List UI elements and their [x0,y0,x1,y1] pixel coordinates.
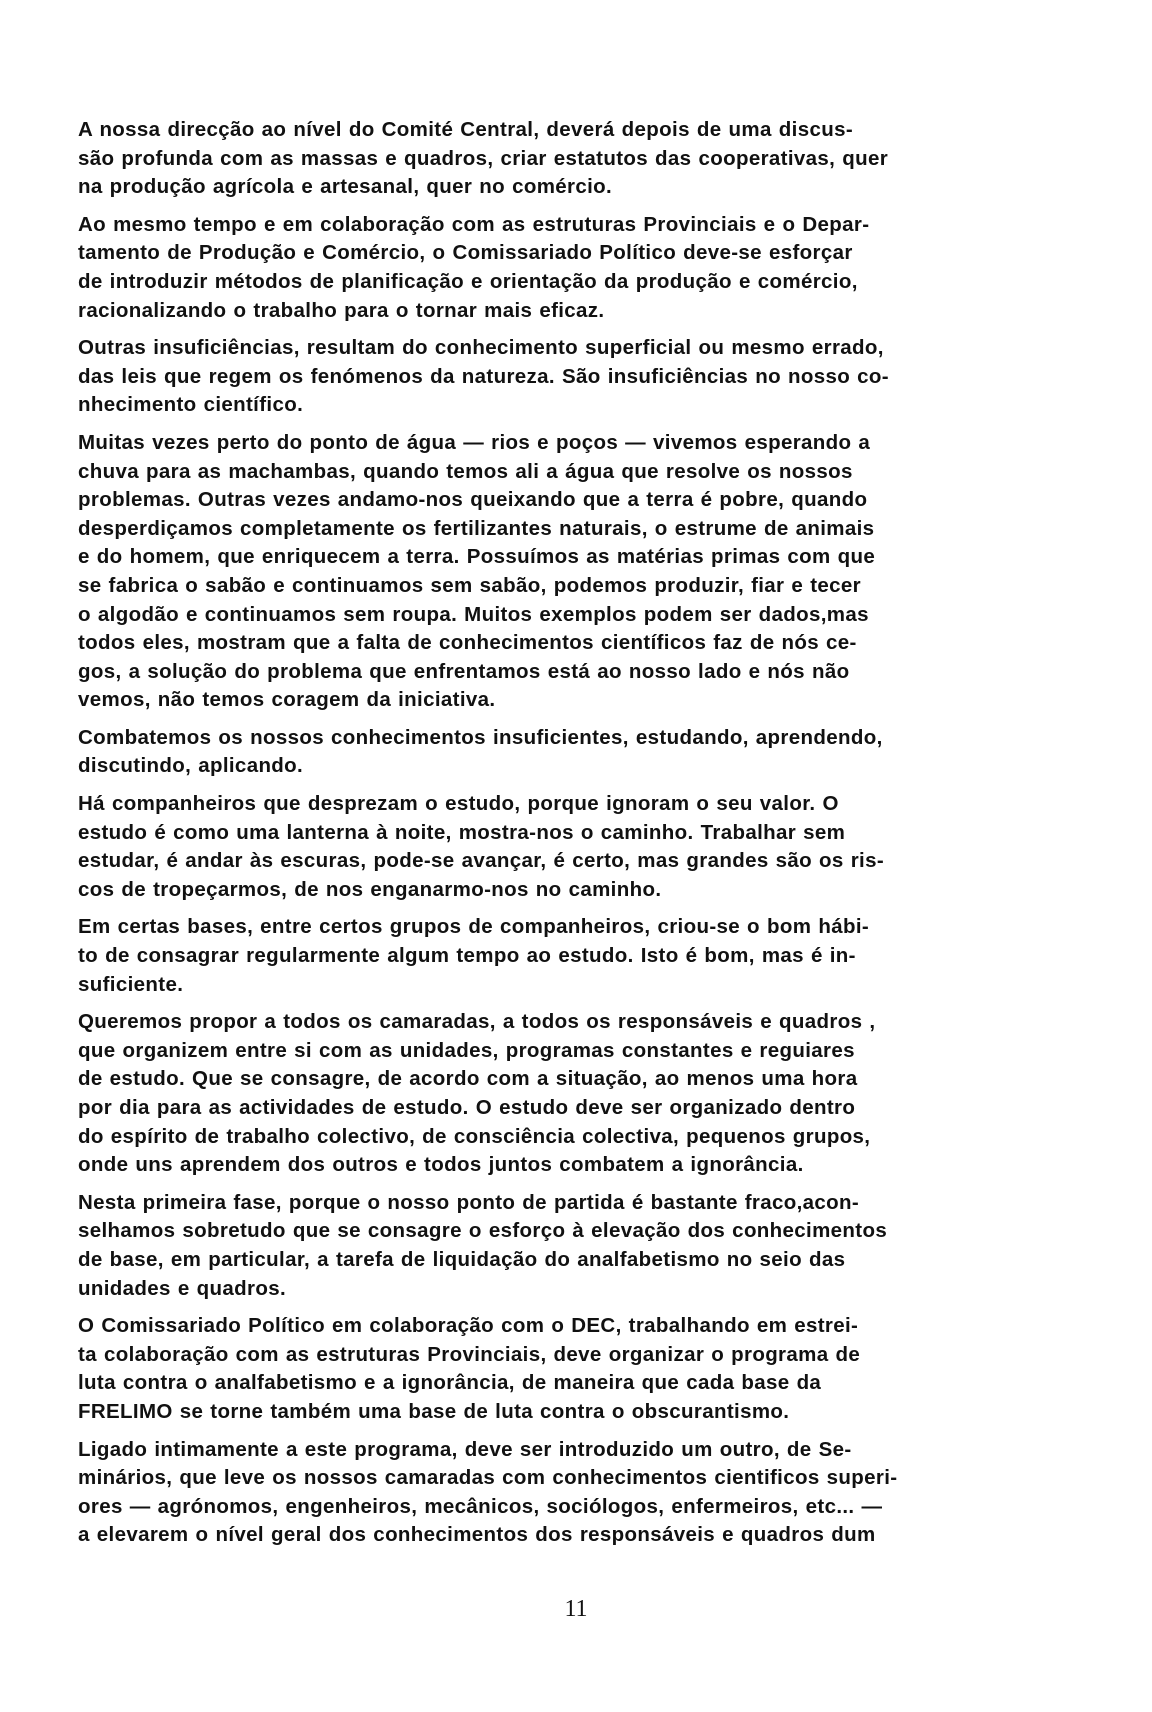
text-line: Combatemos os nossos conhecimentos insuficientes, estudando, aprendendo, [78,725,883,749]
text-line: to de consagrar regularmente algum tempo ao estudo. Isto é bom, mas é in- [78,944,856,968]
text-line: A nossa direcção ao nível do Comité Central, deverá depois de uma discus- [78,118,854,141]
text-line: que organizem entre si com as unidades, programas constantes e reguiares [78,1038,855,1062]
text-line: problemas. Outras vezes andamo-nos queixando que a terra é pobre, quando [78,488,868,512]
text-line: ores — agrónomos, engenheiros, mecânicos, sociólogos, enfermeiros, etc... — [78,1494,883,1518]
text-line: racionalizando o trabalho para o tornar mais eficaz. [78,298,605,322]
text-line: e do homem, que enriquecem a terra. Possuímos as matérias primas com que [78,545,876,569]
text-line: Nesta primeira fase, porque o nosso ponto de partida é bastante fraco,acon- [78,1190,860,1214]
text-line: FRELIMO se torne também uma base de luta contra o obscurantismo. [78,1399,790,1423]
text-line: tamento de Produção e Comércio, o Comissariado Político deve-se esforçar [78,241,853,265]
text-line: discutindo, aplicando. [78,754,304,778]
paragraph [78,1312,1003,1426]
text-line: nhecimento científico. [78,393,304,417]
paragraph [78,1436,1003,1550]
text-line: unidades e quadros. [78,1276,286,1300]
paragraph [78,334,1003,420]
text-line: estudar, é andar às escuras, pode-se avançar, é certo, mas grandes são os ris- [78,849,885,873]
text-line: Em certas bases, entre certos grupos de companheiros, criou-se o bom hábi- [78,915,870,939]
body-text [78,116,1003,1559]
paragraph [78,913,1003,999]
text-line: na produção agrícola e artesanal, quer no comércio. [78,175,613,199]
text-line: estudo é como uma lanterna à noite, mostra-nos o caminho. Trabalhar sem [78,820,846,844]
paragraph [78,790,1003,904]
text-line: O Comissariado Político em colaboração com o DEC, trabalhando em estrei- [78,1314,859,1338]
text-line: Ligado intimamente a este programa, deve ser introduzido um outro, de Se- [78,1437,852,1461]
text-line: do espírito de trabalho colectivo, de consciência colectiva, pequenos grupos, [78,1124,871,1148]
text-line: Há companheiros que desprezam o estudo, porque ignoram o seu valor. O [78,792,839,816]
text-line: Queremos propor a todos os camaradas, a todos os responsáveis e quadros , [78,1010,876,1034]
text-line: o algodão e continuamos sem roupa. Muitos exemplos podem ser dados,mas [78,602,869,626]
page-number: 11 [564,1596,588,1622]
text-line: se fabrica o sabão e continuamos sem sabão, podemos produzir, fiar e tecer [78,573,861,597]
text-line: são profunda com as massas e quadros, criar estatutos das cooperativas, quer [78,146,889,170]
text-line: gos, a solução do problema que enfrentamos está ao nosso lado e nós não [78,659,850,683]
text-line: Outras insuficiências, resultam do conhecimento superficial ou mesmo errado, [78,336,884,360]
text-line: a elevarem o nível geral dos conhecimentos dos responsáveis e quadros dum [78,1523,876,1547]
text-line: Muitas vezes perto do ponto de água — rios e poços — vivemos esperando a [78,430,871,454]
text-line: das leis que regem os fenómenos da natureza. São insuficiências no nosso co- [78,364,889,388]
text-line: chuva para as machambas, quando temos ali a água que resolve os nossos [78,459,853,483]
text-line: selhamos sobretudo que se consagre o esforço à elevação dos conhecimentos [78,1219,888,1243]
text-line: todos eles, mostram que a falta de conhecimentos científicos faz de nós ce- [78,631,857,655]
text-line: minários, que leve os nossos camaradas com conhecimentos cientificos superi- [78,1466,898,1490]
paragraph [78,724,1003,781]
text-line: de estudo. Que se consagre, de acordo com a situação, ao menos uma hora [78,1067,858,1091]
text-line: desperdiçamos completamente os fertilizantes naturais, o estrume de animais [78,516,875,540]
paragraph [78,429,1003,715]
paragraph [78,116,1003,202]
text-line: onde uns aprendem dos outros e todos juntos combatem a ignorância. [78,1153,804,1177]
text-line: Ao mesmo tempo e em colaboração com as estruturas Provinciais e o Depar- [78,212,870,236]
text-line: de base, em particular, a tarefa de liquidação do analfabetismo no seio das [78,1247,846,1271]
paragraph [78,1189,1003,1303]
paragraph [78,1008,1003,1180]
text-line: vemos, não temos coragem da iniciativa. [78,688,496,712]
text-line: de introduzir métodos de planificação e orientação da produção e comércio, [78,269,858,293]
paragraph [78,211,1003,325]
text-line: ta colaboração com as estruturas Provinciais, deve organizar o programa de [78,1342,861,1366]
text-line: suficiente. [78,972,184,996]
text-line: por dia para as actividades de estudo. O estudo deve ser organizado dentro [78,1096,856,1119]
text-line: cos de tropeçarmos, de nos enganarmo-nos no caminho. [78,877,662,901]
text-line: luta contra o analfabetismo e a ignorância, de maneira que cada base da [78,1371,822,1395]
